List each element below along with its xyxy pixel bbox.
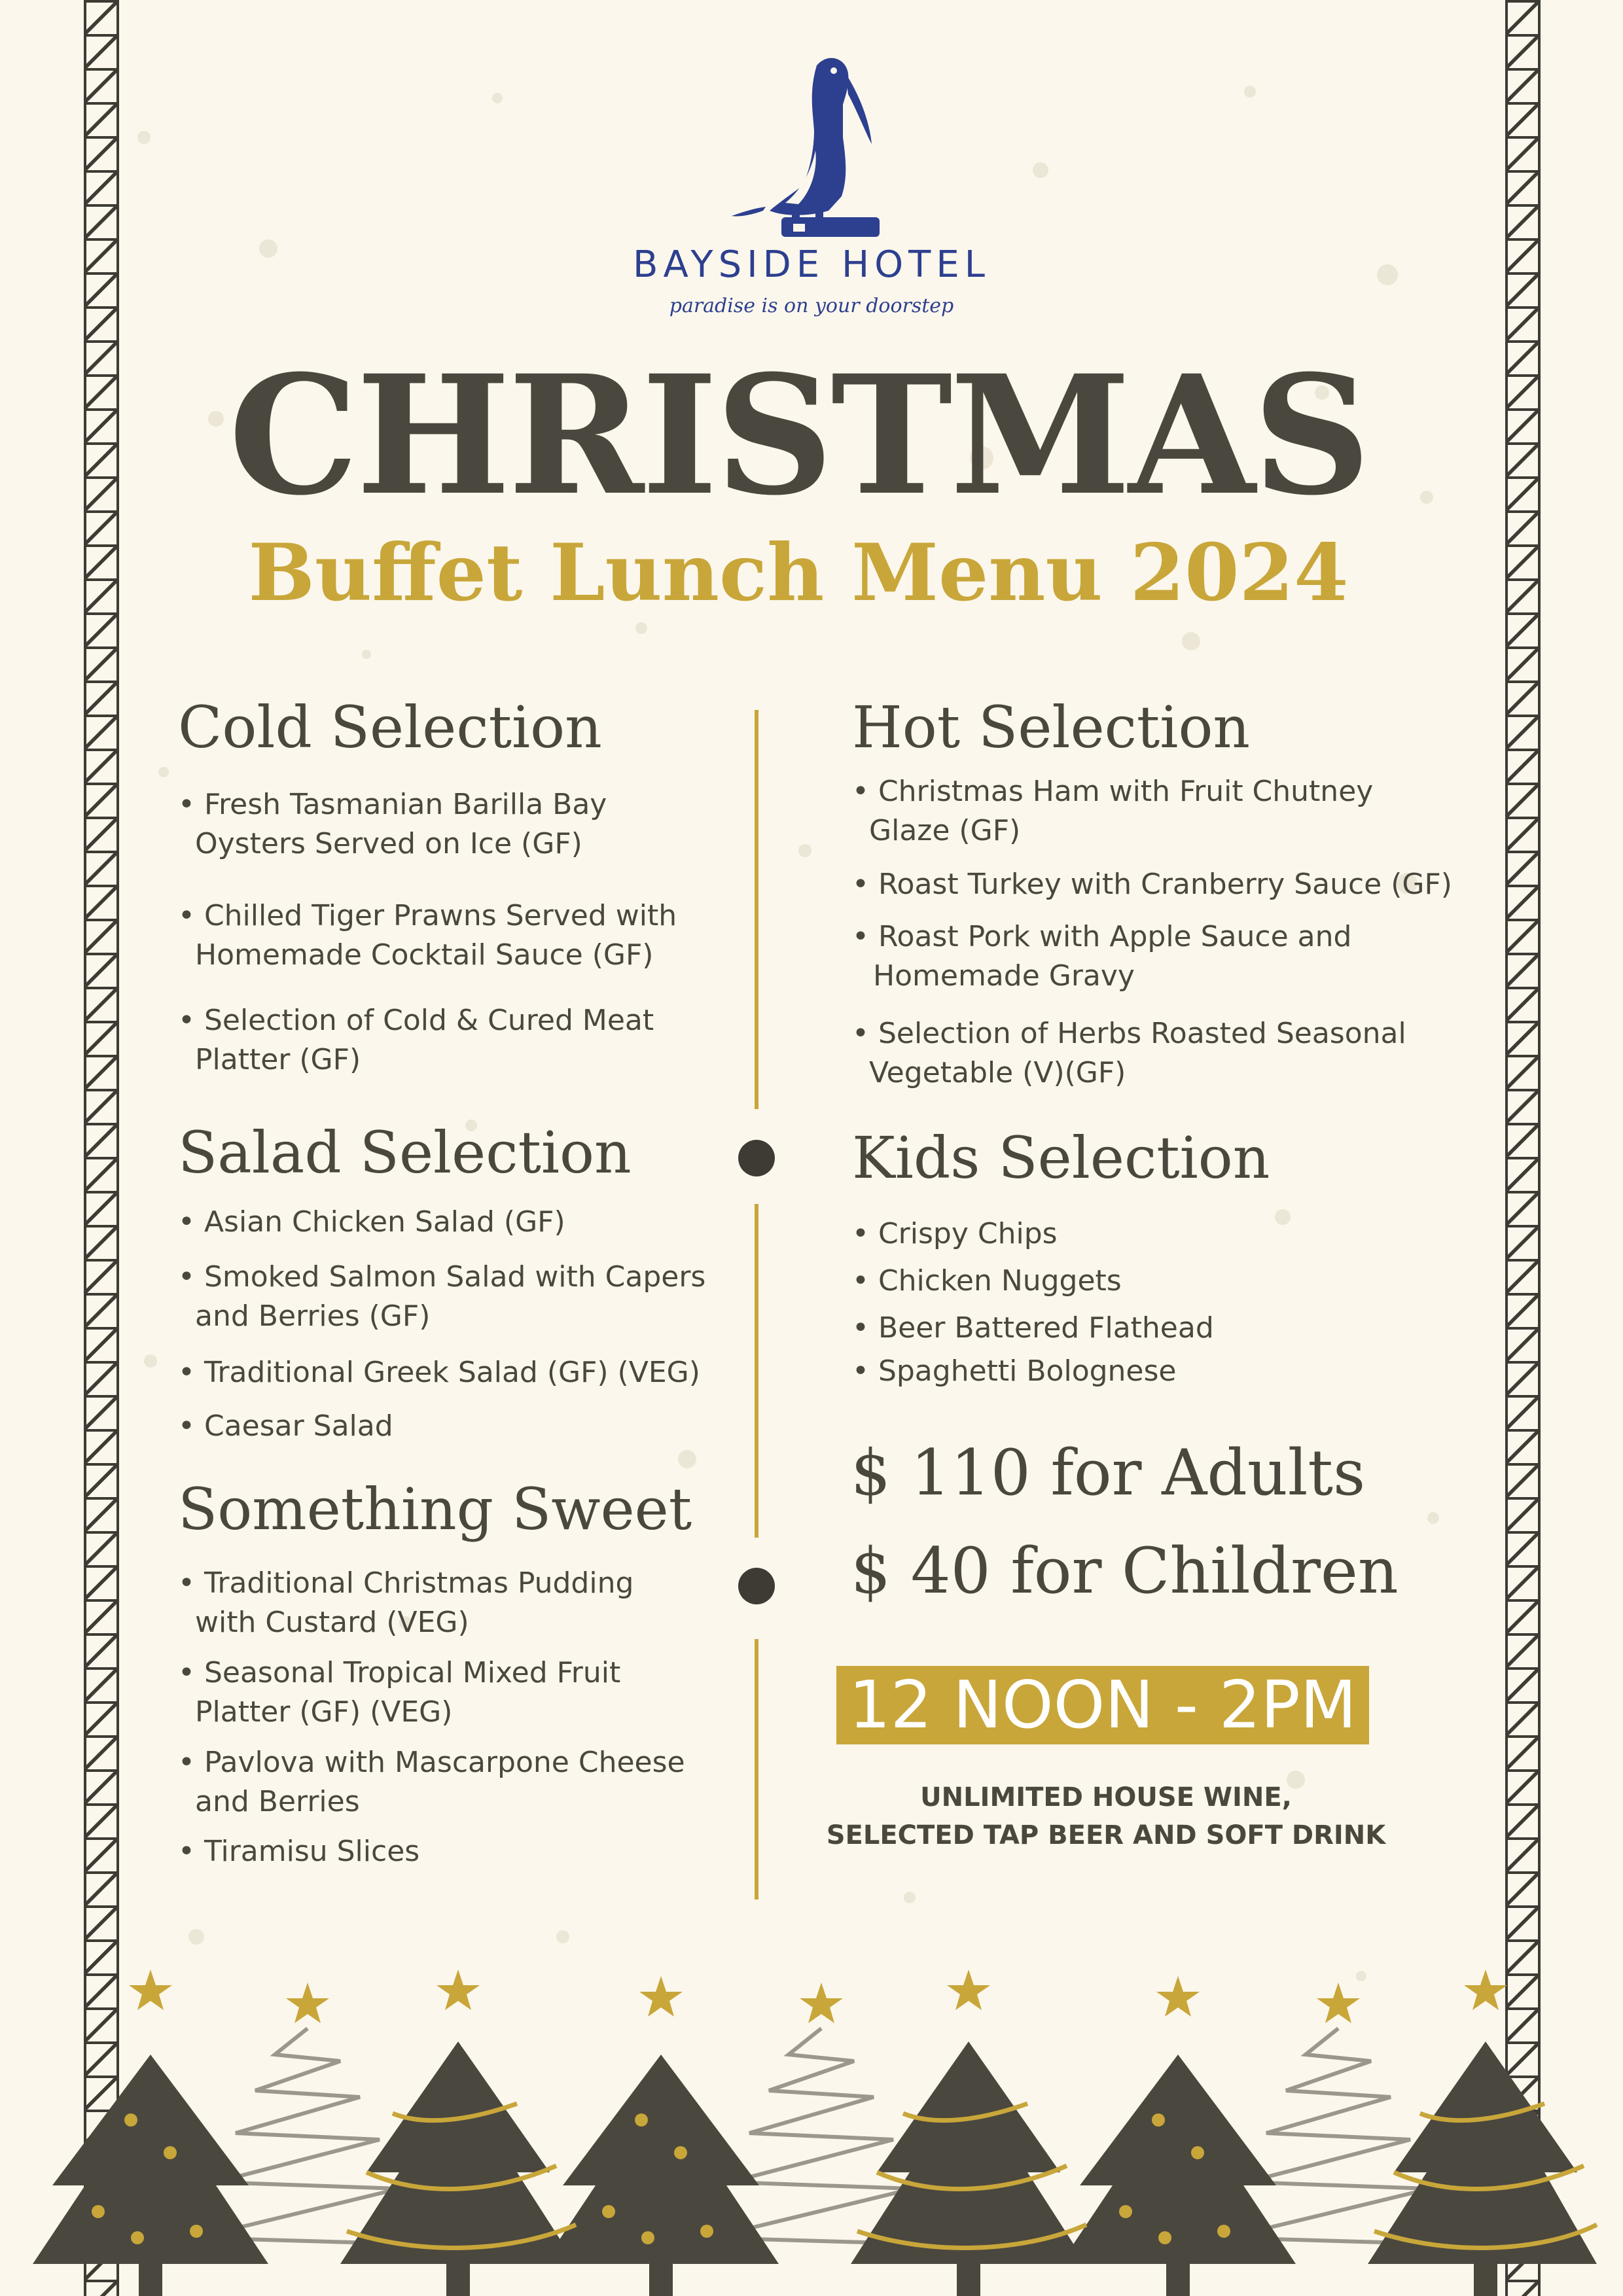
menu-item: • Pavlova with Mascarpone Cheese and Berries — [178, 1746, 685, 1818]
cold-selection-heading: Cold Selection — [178, 694, 602, 761]
menu-item: • Chicken Nuggets — [852, 1264, 1122, 1298]
column-divider — [755, 710, 758, 1109]
sub-title: Buffet Lunch Menu 2024 — [248, 527, 1349, 619]
christmas-tree-icon — [851, 2041, 1086, 2264]
menu-item: • Seasonal Tropical Mixed Fruit Platter (GF) (VEG) — [178, 1656, 621, 1729]
menu-item: • Tiramisu Slices — [178, 1835, 420, 1868]
menu-item: • Crispy Chips — [852, 1217, 1058, 1250]
right-border-pattern — [1505, 0, 1541, 2296]
menu-item: • Fresh Tasmanian Barilla Bay Oysters Served on Ice (GF) — [178, 788, 607, 860]
column-divider — [755, 1204, 758, 1538]
menu-item: • Christmas Ham with Fruit Chutney Glaze (GF) — [852, 775, 1374, 847]
menu-item: • Roast Turkey with Cranberry Sauce (GF) — [852, 868, 1452, 901]
column-divider — [755, 1639, 758, 1899]
menu-item: • Asian Chicken Salad (GF) — [178, 1205, 565, 1239]
christmas-tree-icon — [340, 2041, 576, 2264]
hot-selection-heading: Hot Selection — [852, 694, 1251, 761]
something-sweet-heading: Something Sweet — [178, 1475, 692, 1543]
drinks-line-1: UNLIMITED HOUSE WINE, — [920, 1782, 1292, 1812]
menu-item: • Chilled Tiger Prawns Served with Homemade Cocktail Sauce (GF) — [178, 899, 677, 972]
menu-item: • Selection of Cold & Cured Meat Platter (GF) — [178, 1004, 654, 1076]
divider-dot — [738, 1140, 775, 1176]
christmas-tree-icon — [543, 2055, 779, 2264]
christmas-tree-icon — [33, 2055, 268, 2264]
hotel-tagline: paradise is on your doorstep — [669, 294, 954, 317]
left-border-pattern — [84, 0, 119, 2296]
hotel-name: BAYSIDE HOTEL — [633, 243, 990, 286]
child-price: $ 40 for Children — [851, 1534, 1399, 1608]
christmas-tree-icon — [1368, 2041, 1597, 2264]
menu-item: • Roast Pork with Apple Sauce and Homemade Gravy — [852, 920, 1352, 993]
menu-item: • Smoked Salmon Salad with Capers and Berries (GF) — [178, 1260, 706, 1333]
time-banner: 12 NOON - 2PM — [836, 1666, 1369, 1744]
menu-item: • Caesar Salad — [178, 1409, 393, 1443]
menu-item: • Traditional Christmas Pudding with Custard (VEG) — [178, 1566, 634, 1639]
menu-item: • Selection of Herbs Roasted Seasonal Vegetable (V)(GF) — [852, 1017, 1406, 1089]
adult-price: $ 110 for Adults — [851, 1436, 1366, 1510]
divider-dot — [738, 1568, 775, 1604]
pelican-icon — [694, 39, 929, 249]
salad-selection-heading: Salad Selection — [178, 1119, 632, 1186]
kids-selection-heading: Kids Selection — [852, 1124, 1270, 1192]
menu-item: • Beer Battered Flathead — [852, 1311, 1214, 1345]
star-icon — [129, 1969, 1507, 2023]
christmas-tree-icon — [1060, 2055, 1296, 2264]
hotel-logo — [694, 39, 929, 249]
drinks-line-2: SELECTED TAP BEER AND SOFT DRINK — [826, 1820, 1386, 1850]
menu-item: • Traditional Greek Salad (GF) (VEG) — [178, 1356, 700, 1389]
menu-item: • Spaghetti Bolognese — [852, 1354, 1177, 1388]
main-title: CHRISTMAS — [228, 339, 1368, 531]
christmas-trees-decoration — [0, 1956, 1623, 2296]
